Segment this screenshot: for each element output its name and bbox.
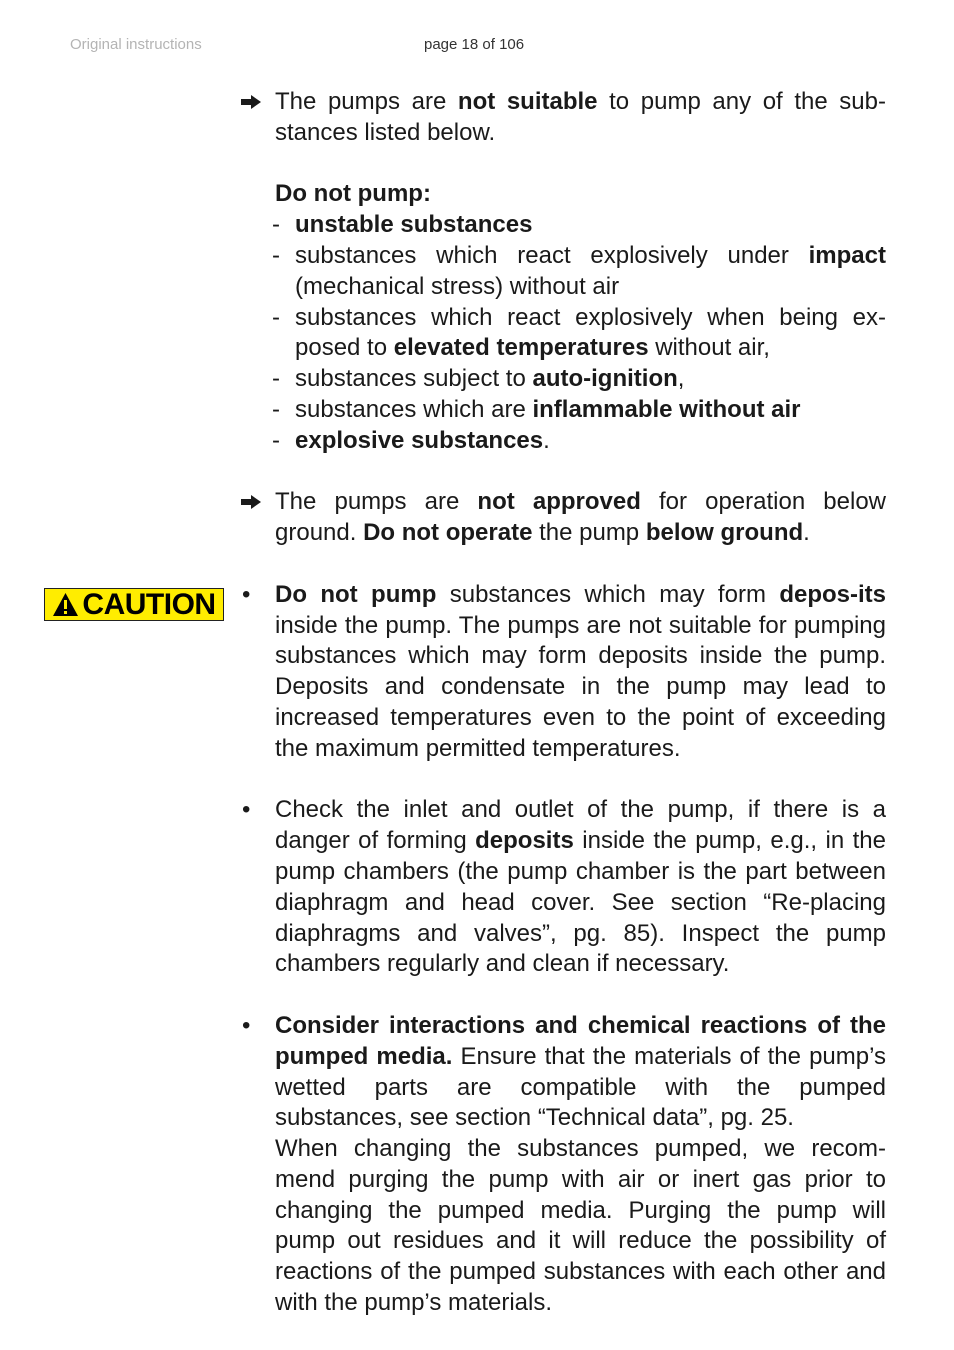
page-number: page 18 of 106 — [424, 36, 525, 53]
paragraph-inspect: Check the inlet and outlet of the pump, if there is a danger of forming deposits inside the pump, e.g., in the pump chambers (the pump chamber is the part between diaphragm and head cover. See section “Re-placing diaphragms and valves”, pg. 85). Inspect the pump chambers regularly and clean if necessary. — [275, 796, 887, 978]
paragraph-not-approved: The pumps are not approved for operation below ground. Do not operate the pump below ground. — [275, 488, 886, 547]
bullet: • — [242, 796, 251, 824]
do-not-pump-heading: Do not pump: — [275, 180, 431, 208]
list-item: - explosive substances. — [272, 426, 550, 454]
paragraph-interactions: Consider interactions and chemical reactions of the pumped media. Ensure that the materials of the pump’s wetted parts are compatible with the pumped substances, see section “Technical data”, pg. 25. — [275, 1011, 886, 1132]
list-item: - substances which are inflammable without air — [272, 395, 801, 423]
list-item: - substances subject to auto-ignition, — [272, 365, 685, 393]
bullet-item-interactions — [242, 1011, 886, 1319]
main-content — [242, 87, 887, 1319]
arrow-item-not-approved — [275, 487, 886, 549]
list-item: - substances which react explosively under impact (mechanical stress) without air — [272, 241, 886, 300]
caution-text: CAUTION — [82, 587, 216, 621]
bullet-item-inspect — [242, 795, 887, 980]
list-item: - unstable substances — [272, 211, 533, 239]
page-header-left: Original instructions — [70, 36, 202, 53]
bullet-item-deposits — [242, 580, 886, 765]
list-item: - substances which react explosively when being ex-posed to elevated temperatures without air, — [272, 303, 886, 362]
bullet: • — [242, 580, 251, 608]
paragraph-not-suitable: The pumps are not suitable to pump any of the sub-stances listed below. — [275, 88, 886, 146]
paragraph-deposits: Do not pump substances which may form depos-its inside the pump. The pumps are not suitable for pumping substances which may form deposits inside the pump. Deposits and condensate in the pump may lead to increased temperatures even to the point of exceeding the maximum permitted temperatures. — [275, 580, 886, 762]
bullet: • — [242, 1011, 251, 1039]
arrow-item-not-suitable — [272, 87, 886, 457]
right-arrow-icon — [241, 87, 265, 109]
warning-triangle-icon — [52, 592, 79, 617]
do-not-pump-list — [272, 210, 886, 456]
paragraph-purging: When changing the substances pumped, we recom-mend purging the pump with air or inert gas prior to changing the pumped media. Purging the pump will pump out residues and it will reduce the possibility of reactions of the pumped substances with each other and with the pump’s materials. — [275, 1135, 886, 1317]
right-arrow-icon — [241, 487, 265, 509]
caution-label — [44, 588, 224, 621]
